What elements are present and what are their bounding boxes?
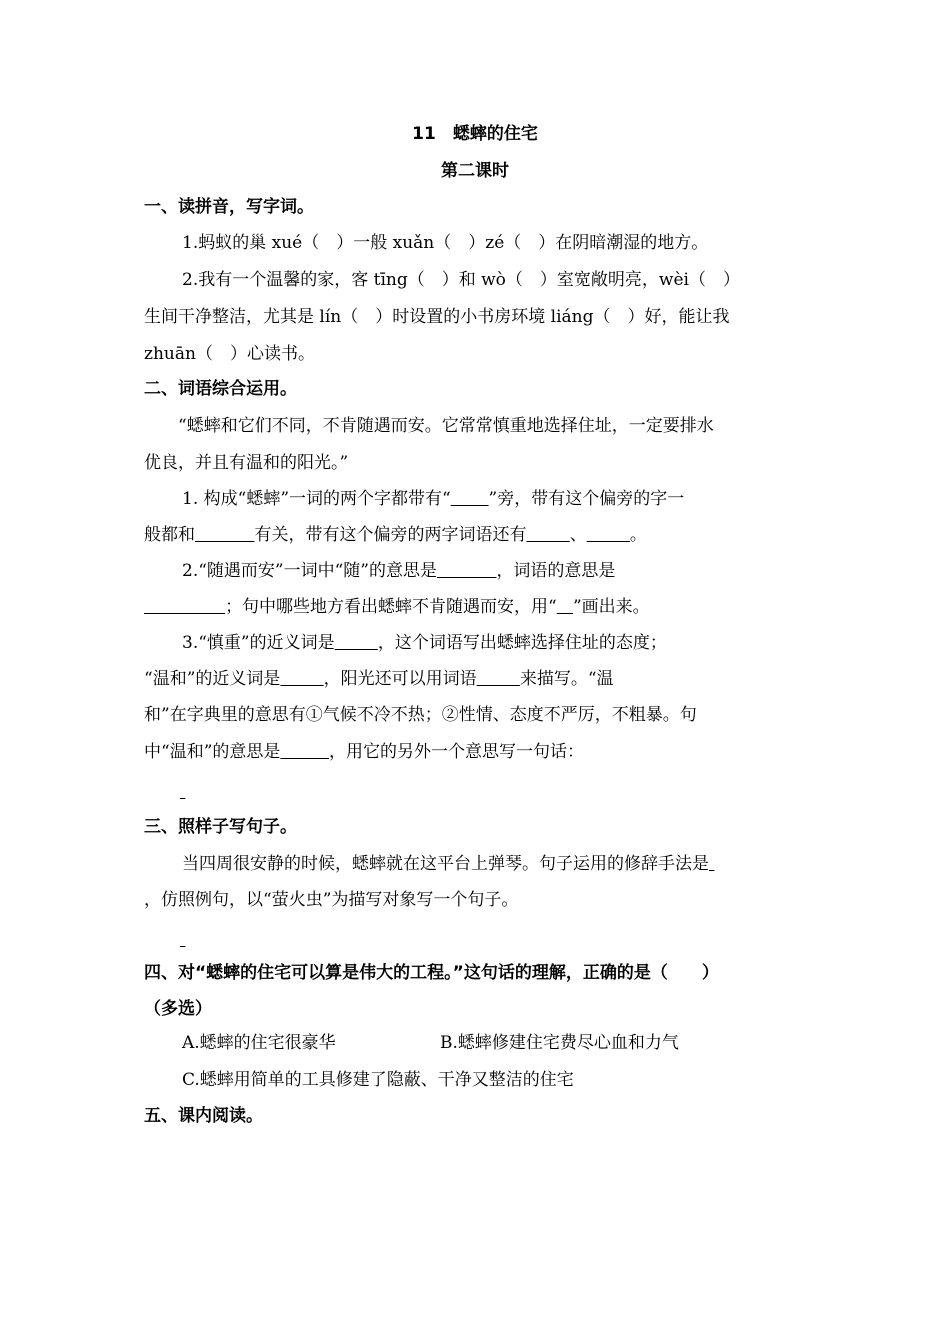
section-4-multi-select: （多选） xyxy=(144,999,212,1019)
s3-line-2: ，仿照例句，以“萤火虫”为描写对象写一个句子。 xyxy=(144,890,519,910)
word-blank-1[interactable] xyxy=(526,525,569,545)
option-a[interactable]: A.蟋蟀的住宅很豪华 xyxy=(182,1033,336,1053)
q2a-text: 2.“随遇而安”一词中“随”的意思是 xyxy=(182,561,437,581)
s2-question-3-line-1 xyxy=(182,632,852,654)
underline-mark xyxy=(557,597,573,617)
q3b-text: “温和”的近义词是 xyxy=(144,669,281,689)
q1-text: 1. 构成“蟋蟀”一词的两个字都带有“ xyxy=(182,489,451,509)
s2-question-3-line-2 xyxy=(144,668,814,690)
q3a-end: ，这个词语写出蟋蟀选择住址的态度； xyxy=(377,633,667,653)
option-b[interactable]: B.蟋蟀修建住宅费尽心血和力气 xyxy=(440,1033,679,1053)
sui-meaning-blank[interactable] xyxy=(437,561,496,581)
s2-question-3-line-3: 和”在字典里的意思有①气候不冷不热；②性情、态度不严厉，不粗暴。句 xyxy=(144,705,697,725)
s3-line-1 xyxy=(182,853,852,875)
q1b-end: 。 xyxy=(629,525,647,545)
phrase-meaning-blank[interactable] xyxy=(144,597,225,617)
section-4-heading: 四、对“蟋蟀的住宅可以算是伟大的工程。”这句话的理解，正确的是（ ） xyxy=(144,963,719,983)
q1-text-end: ”旁，带有这个偏旁的字一 xyxy=(488,489,685,509)
s1-question-2-line-2: 生间干净整洁，尤其是 lín（ ）时设置的小书房环境 liáng（ ）好，能让我 xyxy=(144,307,730,327)
radical-blank[interactable] xyxy=(451,489,489,509)
q3d-text: 中“温和”的意思是 xyxy=(144,742,281,762)
related-to-blank[interactable] xyxy=(195,525,254,545)
s3-sentence-blank[interactable] xyxy=(180,930,185,950)
s2-question-1-line-2 xyxy=(144,524,814,546)
s2-question-2-line-2 xyxy=(144,596,814,618)
q1b-mid: 有关，带有这个偏旁的两字词语还有 xyxy=(254,525,527,545)
q3d-end: ，用它的另外一个意思写一句话： xyxy=(329,742,585,762)
section-5-heading: 五、课内阅读。 xyxy=(144,1106,263,1126)
synonym-blank-1[interactable] xyxy=(335,633,378,653)
s3-text: 当四周很安静的时候，蟋蟀就在这平台上弹琴。句子运用的修辞手法是 xyxy=(182,854,709,874)
section-2-heading: 二、词语综合运用。 xyxy=(144,379,297,399)
s1-question-2-line-1: 2.我有一个温馨的家，客 tīng（ ）和 wò（ ）室宽敞明亮，wèi（ ） xyxy=(182,270,740,290)
s2-question-3-line-4 xyxy=(144,741,814,763)
q3b-end: 来描写。“温 xyxy=(519,669,614,689)
s2-question-2-line-1 xyxy=(182,560,852,582)
sunlight-word-blank[interactable] xyxy=(477,669,520,689)
lesson-subtitle: 第二课时 xyxy=(441,161,509,181)
s1-question-1: 1.蚂蚁的巢 xué（ ）一般 xuǎn（ ）zé（ ）在阴暗潮湿的地方。 xyxy=(182,233,709,253)
option-c[interactable]: C.蟋蟀用简单的工具修建了隐蔽、干净又整洁的住宅 xyxy=(182,1070,574,1090)
q2a-end: ，词语的意思是 xyxy=(496,561,616,581)
q2b-end: ”画出来。 xyxy=(572,597,650,617)
q1b-text: 般都和 xyxy=(144,525,195,545)
rhetoric-blank[interactable] xyxy=(709,854,714,874)
synonym-blank-2[interactable] xyxy=(280,669,323,689)
s3-answer-line xyxy=(180,929,850,951)
lesson-title: 11 蟋蟀的住宅 xyxy=(412,124,538,144)
meaning-blank[interactable] xyxy=(280,742,329,762)
q3a-text: 3.“慎重”的近义词是 xyxy=(182,633,335,653)
sentence-blank[interactable] xyxy=(180,782,185,802)
s2-passage-line-1: “蟋蟀和它们不同，不肯随遇而安。它常常慎重地选择住址，一定要排水 xyxy=(178,416,714,436)
q2b-text: ；句中哪些地方看出蟋蟀不肯随遇而安，用“ xyxy=(225,597,557,617)
section-3-heading: 三、照样子写句子。 xyxy=(144,817,297,837)
word-blank-2[interactable] xyxy=(587,525,630,545)
s1-question-2-line-3: zhuān（ ）心读书。 xyxy=(144,344,315,364)
section-1-heading: 一、读拼音，写字词。 xyxy=(144,197,314,217)
q3b-mid: ，阳光还可以用词语 xyxy=(323,669,477,689)
s2-answer-line xyxy=(180,781,850,803)
q1b-sep: 、 xyxy=(569,525,587,545)
s2-passage-line-2: 优良，并且有温和的阳光。” xyxy=(144,453,349,473)
s2-question-1-line-1 xyxy=(182,488,852,510)
